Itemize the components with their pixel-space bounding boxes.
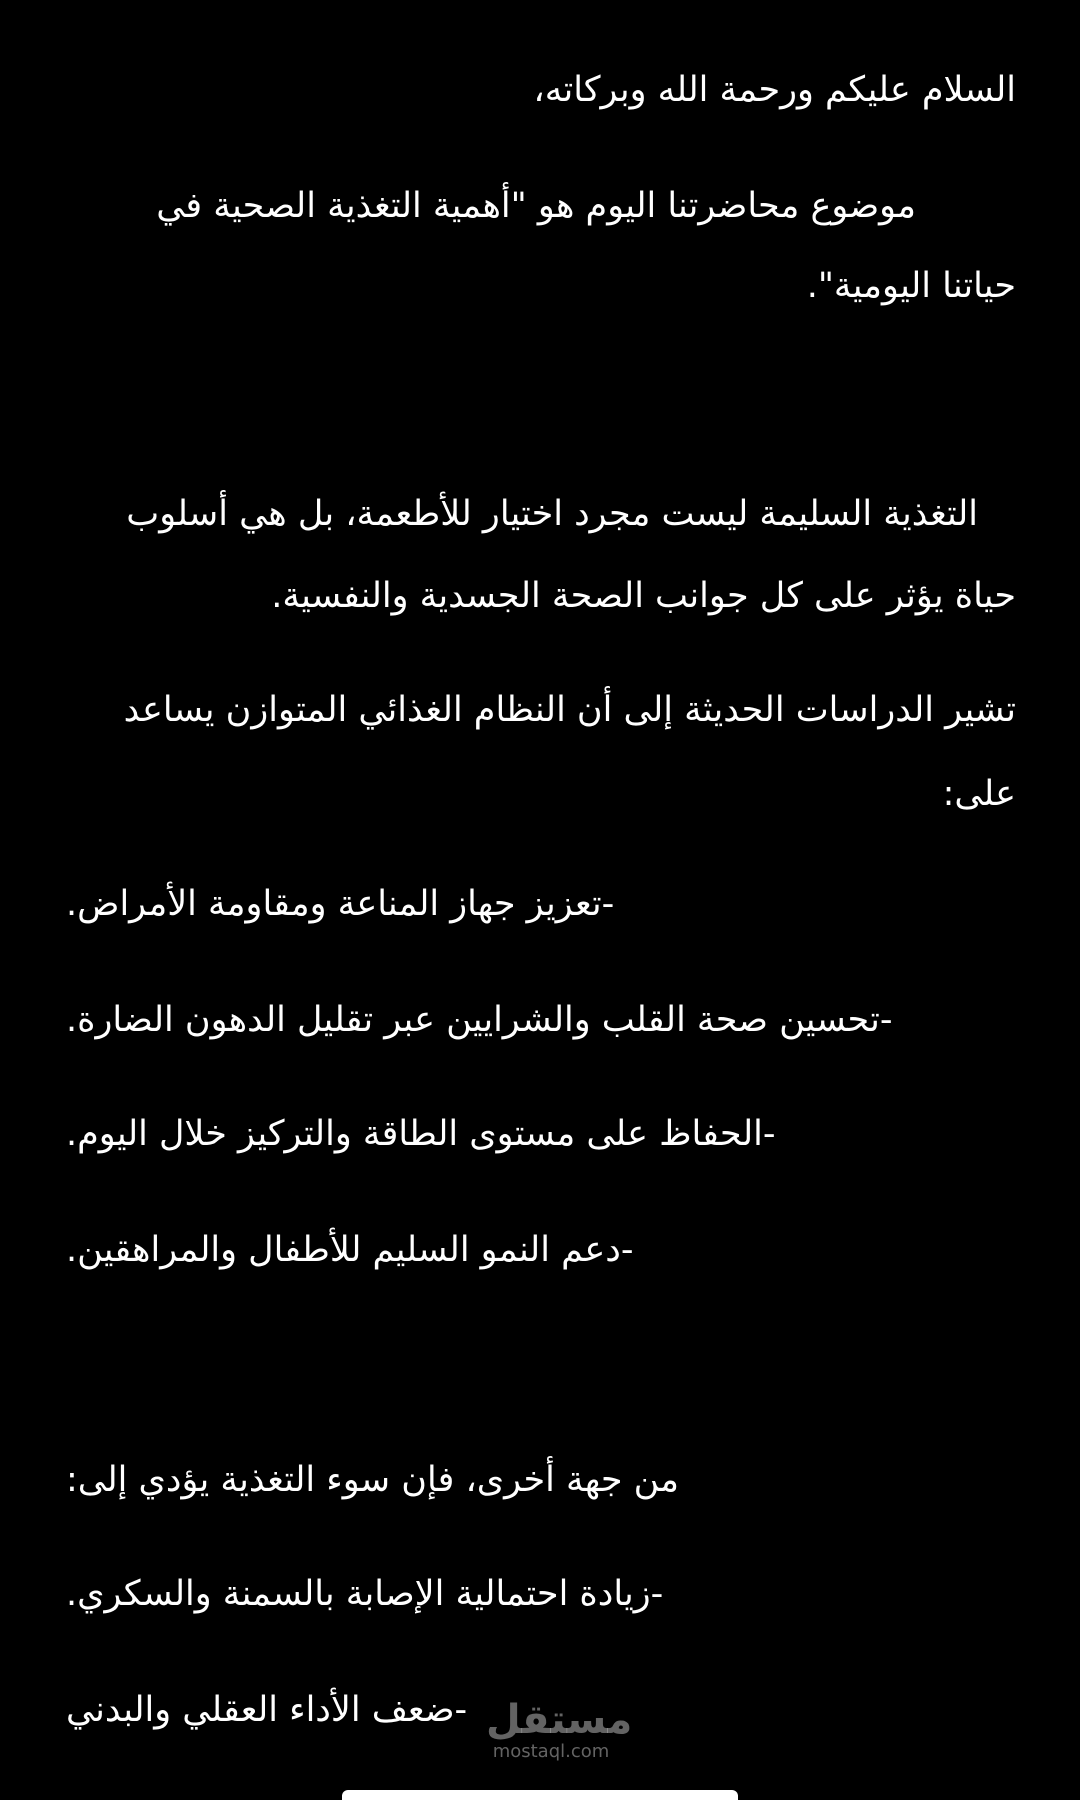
paragraph-3-line-1: من جهة أخرى، فإن سوء التغذية يؤدي إلى:: [66, 1460, 679, 1500]
paragraph-1-line-2: حياة يؤثر على كل جوانب الصحة الجسدية والنفسية.: [271, 576, 1016, 616]
benefit-item: [66, 1110, 1016, 1158]
benefit-item: [66, 1226, 1016, 1274]
watermark-url: mostaql.com: [492, 1741, 610, 1762]
bullet-marker: -: [454, 1690, 468, 1730]
bullet-marker: -: [879, 1000, 893, 1040]
paragraph-1-line-1: التغذية السليمة ليست مجرد اختيار للأطعمة، بل هي أسلوب: [126, 494, 978, 534]
benefit-item-text: تعزيز جهاز المناعة ومقاومة الأمراض.: [66, 884, 602, 924]
harm-item-text: زيادة احتمالية الإصابة بالسمنة والسكري.: [66, 1574, 651, 1614]
bullet-marker: -: [601, 884, 615, 924]
harm-item: [66, 1570, 1016, 1618]
benefit-item: [66, 880, 1016, 928]
benefit-item-text: دعم النمو السليم للأطفال والمراهقين.: [66, 1230, 621, 1270]
watermark-logo: مستقل: [486, 1697, 633, 1743]
bullet-marker: -: [650, 1574, 664, 1614]
greeting-line: السلام عليكم ورحمة الله وبركاته،: [533, 70, 1016, 110]
home-indicator[interactable]: [342, 1790, 738, 1800]
topic-line-2: حياتنا اليومية".: [806, 266, 1016, 306]
benefit-item-text: الحفاظ على مستوى الطاقة والتركيز خلال اليوم.: [66, 1114, 763, 1154]
paragraph-2-line-1: تشير الدراسات الحديثة إلى أن النظام الغذائي المتوازن يساعد: [123, 690, 1016, 730]
mostaql-watermark: [486, 1697, 633, 1762]
paragraph-2-line-2: على:: [942, 774, 1016, 814]
bullet-marker: -: [762, 1114, 776, 1154]
benefit-item: [66, 996, 1016, 1044]
benefit-item-text: تحسين صحة القلب والشرايين عبر تقليل الدهون الضارة.: [66, 1000, 880, 1040]
topic-line-1: موضوع محاضرتنا اليوم هو "أهمية التغذية الصحية في: [156, 186, 916, 226]
bullet-marker: -: [620, 1230, 634, 1270]
harm-item-text: ضعف الأداء العقلي والبدني: [66, 1690, 455, 1730]
